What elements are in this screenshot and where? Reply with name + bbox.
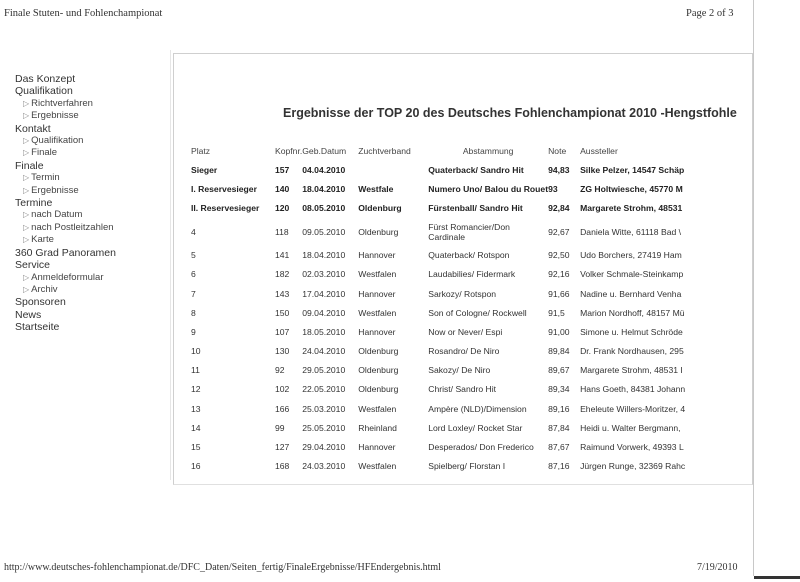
sidebar-item-nach-postleitzahlen[interactable] [15, 222, 165, 234]
cell-abstammung: Laudabilies/ Fidermark [428, 269, 516, 280]
table-row [191, 218, 710, 246]
sidebar-item-startseite[interactable] [15, 321, 165, 333]
cell-geb-datum: 25.03.2010 [302, 403, 346, 414]
cell-note: 92,67 [548, 226, 570, 237]
triangle-right-icon: ▷ [23, 185, 30, 195]
cell-kopfnr: 99 [275, 422, 285, 433]
cell-geb-datum: 04.04.2010 [302, 164, 346, 175]
cell-platz: 13 [191, 403, 201, 414]
cell-aussteller: Margarete Strohm, 48531 [580, 202, 683, 213]
table-row [191, 303, 710, 322]
cell-kopfnr: 143 [275, 288, 290, 299]
triangle-right-icon: ▷ [23, 173, 30, 183]
cell-abstammung: Numero Uno/ Balou du Rouet [428, 183, 549, 194]
sidebar-item-anmeldeformular[interactable] [15, 272, 165, 284]
cell-note: 89,84 [548, 346, 570, 357]
triangle-right-icon: ▷ [23, 235, 30, 245]
table-row [191, 380, 710, 399]
table-row [191, 457, 710, 476]
cell-zuchtverband: Hannover [358, 442, 396, 453]
table-row [191, 284, 710, 303]
results-title: Ergebnisse der TOP 20 des Deutsches Fohlenchampionat 2010 -Hengstfohle [283, 106, 737, 120]
cell-kopfnr: 141 [275, 250, 290, 261]
cell-geb-datum: 29.05.2010 [302, 365, 346, 376]
cell-platz: 9 [191, 326, 196, 337]
sidebar-divider [170, 50, 171, 480]
sidebar-item-das-konzept[interactable] [15, 73, 165, 85]
sidebar-item-label: Termin [31, 172, 60, 184]
cell-kopfnr: 168 [275, 461, 290, 472]
cell-zuchtverband: Rheinland [358, 422, 397, 433]
sidebar-item-label: Service [15, 259, 51, 272]
cell-zuchtverband: Hannover [358, 326, 396, 337]
cell-note: 89,16 [548, 403, 570, 414]
cell-platz: Sieger [191, 164, 218, 175]
sidebar-item-sponsoren[interactable] [15, 296, 165, 308]
table-row [191, 342, 710, 361]
sidebar-item-label: Karte [31, 234, 54, 246]
cell-kopfnr: 166 [275, 403, 290, 414]
cell-abstammung: Desperados/ Don Frederico [428, 442, 534, 453]
sidebar-item-label: Anmeldeformular [31, 271, 104, 283]
sidebar-item-karte[interactable] [15, 234, 165, 246]
col-header-note: Note [548, 146, 567, 156]
table-header-row [191, 142, 710, 160]
cell-platz: 10 [191, 346, 201, 357]
cell-aussteller: Marion Nordhoff, 48157 Mü [580, 307, 685, 318]
cell-abstammung [428, 218, 548, 246]
table-row [191, 246, 710, 265]
cell-aussteller: Hans Goeth, 84381 Johann [580, 384, 686, 395]
sidebar-item-archiv[interactable] [15, 284, 165, 296]
table-row [191, 265, 710, 284]
cell-note: 91,00 [548, 326, 570, 337]
sidebar-item-finale[interactable] [15, 160, 165, 172]
cell-abstammung: Christ/ Sandro Hit [428, 384, 497, 395]
cell-aussteller: Udo Borchers, 27419 Ham [580, 250, 682, 261]
cell-geb-datum: 17.04.2010 [302, 288, 346, 299]
sidebar-item-service[interactable] [15, 259, 165, 271]
cell-abstammung: Sakozy/ De Niro [428, 365, 491, 376]
cell-kopfnr: 182 [275, 269, 290, 280]
cell-note: 87,67 [548, 442, 570, 453]
sidebar-item-qualifikation[interactable] [15, 85, 165, 97]
sidebar-item-label: Startseite [15, 321, 60, 334]
cell-abstammung: Fürstenball/ Sandro Hit [428, 202, 523, 213]
table-row [191, 179, 710, 198]
sidebar-item-label: Qualifikation [15, 85, 73, 98]
triangle-right-icon: ▷ [23, 222, 30, 232]
cell-kopfnr: 118 [275, 226, 289, 237]
page-edge-shadow [754, 576, 800, 579]
cell-note: 93 [548, 183, 558, 194]
cell-platz: II. Reservesieger [191, 202, 260, 213]
cell-platz: 16 [191, 461, 201, 472]
page-indicator: Page 2 of 3 [686, 8, 734, 19]
cell-abstammung: Spielberg/ Florstan I [428, 461, 506, 472]
print-header-title: Finale Stuten- und Fohlenchampionat [4, 8, 163, 19]
cell-zuchtverband: Oldenburg [358, 202, 402, 213]
cell-zuchtverband: Oldenburg [358, 226, 399, 237]
cell-aussteller: ZG Holtwiesche, 45770 M [580, 183, 683, 194]
table-row [191, 361, 710, 380]
triangle-right-icon: ▷ [23, 272, 30, 282]
sidebar-item-nach-datum[interactable] [15, 209, 165, 221]
sidebar-item-label: Ergebnisse [31, 110, 79, 122]
sidebar-item-360-grad-panoramen[interactable] [15, 247, 165, 259]
cell-note: 91,5 [548, 307, 565, 318]
content-frame [173, 53, 753, 485]
cell-abstammung: Ampère (NLD)/Dimension [428, 403, 527, 414]
triangle-right-icon: ▷ [23, 111, 30, 121]
col-header-platz: Platz [191, 146, 211, 156]
cell-zuchtverband: Hannover [358, 288, 396, 299]
sidebar-item-label: Termine [15, 197, 53, 210]
cell-geb-datum: 24.03.2010 [302, 461, 346, 472]
table-row [191, 198, 710, 217]
cell-kopfnr: 127 [275, 442, 290, 453]
cell-zuchtverband: Westfale [358, 183, 394, 194]
cell-platz: 7 [191, 288, 196, 299]
cell-aussteller: Dr. Frank Nordhausen, 295 [580, 346, 684, 357]
sidebar-item-label: Finale [31, 147, 58, 159]
cell-note: 89,67 [548, 365, 570, 376]
sidebar-item-label: Qualifikation [31, 135, 84, 147]
triangle-right-icon: ▷ [23, 210, 30, 220]
cell-aussteller: Simone u. Helmut Schröde [580, 326, 683, 337]
cell-platz: 14 [191, 422, 201, 433]
cell-note: 87,84 [548, 422, 570, 433]
cell-note: 94,83 [548, 164, 570, 175]
print-footer-date: 7/19/2010 [697, 562, 738, 573]
cell-platz: 15 [191, 442, 201, 453]
sidebar-item-label: nach Postleitzahlen [31, 221, 114, 233]
cell-zuchtverband: Hannover [358, 250, 396, 261]
sidebar-item-label: Archiv [31, 283, 58, 295]
cell-geb-datum: 24.04.2010 [302, 346, 346, 357]
cell-kopfnr: 107 [275, 326, 290, 337]
sidebar-item-label: Sponsoren [15, 296, 66, 309]
cell-zuchtverband: Westfalen [358, 269, 397, 280]
triangle-right-icon: ▷ [23, 148, 30, 158]
sidebar-item-label: Finale [15, 159, 44, 172]
cell-aussteller: Daniela Witte, 61118 Bad \ [580, 226, 682, 237]
cell-platz: 11 [191, 365, 200, 376]
cell-zuchtverband: Oldenburg [358, 384, 399, 395]
cell-platz: 6 [191, 269, 196, 280]
cell-aussteller: Raimund Vorwerk, 49393 L [580, 442, 684, 453]
cell-geb-datum: 08.05.2010 [302, 202, 346, 213]
cell-aussteller: Margarete Strohm, 48531 I [580, 365, 683, 376]
cell-platz: I. Reservesieger [191, 183, 257, 194]
cell-geb-datum: 18.04.2010 [302, 183, 346, 194]
cell-zuchtverband [358, 160, 428, 179]
print-footer-url: http://www.deutsches-fohlenchampionat.de/DFC_Daten/Seiten_fertig/FinaleErgebnisse/HFEndergebnis.html [4, 562, 441, 573]
cell-note: 87,16 [548, 461, 570, 472]
cell-aussteller: Volker Schmale-Steinkamp [580, 269, 684, 280]
col-header-geb-datum: Geb.Datum [302, 146, 347, 156]
cell-aussteller: Jürgen Runge, 32369 Rahc [580, 461, 686, 472]
cell-zuchtverband: Westfalen [358, 461, 397, 472]
table-row [191, 160, 710, 179]
cell-zuchtverband: Westfalen [358, 403, 397, 414]
cell-geb-datum: 25.05.2010 [302, 422, 346, 433]
cell-geb-datum: 09.05.2010 [302, 226, 346, 237]
cell-note: 92,50 [548, 250, 570, 261]
cell-geb-datum: 09.04.2010 [302, 307, 346, 318]
cell-geb-datum: 22.05.2010 [302, 384, 346, 395]
cell-note: 89,34 [548, 384, 570, 395]
cell-abstammung: Lord Loxley/ Rocket Star [428, 422, 523, 433]
cell-note: 92,84 [548, 202, 570, 213]
cell-geb-datum: 18.04.2010 [302, 250, 346, 261]
cell-platz: 8 [191, 307, 196, 318]
triangle-right-icon: ▷ [23, 284, 30, 294]
cell-platz: 5 [191, 250, 196, 261]
cell-kopfnr: 92 [275, 365, 285, 376]
cell-platz: 4 [191, 226, 196, 237]
triangle-right-icon: ▷ [23, 98, 30, 108]
cell-zuchtverband: Oldenburg [358, 346, 399, 357]
cell-zuchtverband: Westfalen [358, 307, 397, 318]
sidebar-item-label: nach Datum [31, 209, 83, 221]
cell-kopfnr: 120 [275, 202, 290, 213]
col-header-zuchtverband: Zuchtverband [358, 146, 411, 156]
cell-geb-datum: 29.04.2010 [302, 442, 346, 453]
cell-aussteller: Silke Pelzer, 14547 Schäp [580, 164, 685, 175]
sidebar-item-ergebnisse[interactable] [15, 185, 165, 197]
table-row [191, 418, 710, 437]
cell-kopfnr: 140 [275, 183, 290, 194]
table-row [191, 322, 710, 341]
cell-kopfnr: 157 [275, 164, 290, 175]
col-header-kopfnr: Kopfnr. [275, 146, 303, 156]
cell-abstammung: Quaterback/ Sandro Hit [428, 164, 524, 175]
cell-kopfnr: 130 [275, 346, 290, 357]
cell-kopfnr: 150 [275, 307, 290, 318]
sidebar-item-label: Ergebnisse [31, 184, 79, 196]
table-row [191, 399, 710, 418]
sidebar-item-label: Richtverfahren [31, 97, 93, 109]
sidebar-item-finale[interactable] [15, 147, 165, 159]
sidebar-nav [15, 73, 165, 334]
sidebar-item-kontakt[interactable] [15, 123, 165, 135]
sidebar-item-termin[interactable] [15, 172, 165, 184]
cell-abstammung: Rosandro/ De Niro [428, 346, 500, 357]
cell-abstammung: Son of Cologne/ Rockwell [428, 307, 527, 318]
cell-geb-datum: 02.03.2010 [302, 269, 346, 280]
results-table [191, 142, 710, 476]
sidebar-item-qualifikation[interactable] [15, 135, 165, 147]
cell-abstammung: Sarkozy/ Rotspon [428, 288, 497, 299]
col-header-aussteller: Aussteller [580, 146, 618, 156]
table-row [191, 437, 710, 456]
page-edge-divider [753, 0, 754, 576]
cell-note: 92,16 [548, 269, 570, 280]
sidebar-item-label: News [15, 308, 42, 321]
triangle-right-icon: ▷ [23, 136, 30, 146]
sidebar-item-richtverfahren[interactable] [15, 98, 165, 110]
cell-abstammung: Now or Never/ Espi [428, 326, 503, 337]
sidebar-item-termine[interactable] [15, 197, 165, 209]
cell-zuchtverband: Oldenburg [358, 365, 399, 376]
cell-platz: 12 [191, 384, 201, 395]
col-header-abstammung: Abstammung [462, 146, 514, 156]
abstammung-text: Fürst Romancier/Don Cardinale [428, 221, 510, 242]
cell-kopfnr: 102 [275, 384, 290, 395]
cell-aussteller: Heidi u. Walter Bergmann, [580, 422, 681, 433]
cell-aussteller: Nadine u. Bernhard Venha [580, 288, 682, 299]
sidebar-item-ergebnisse[interactable] [15, 110, 165, 122]
cell-abstammung: Quaterback/ Rotspon [428, 250, 510, 261]
sidebar-item-label: Kontakt [15, 122, 51, 135]
sidebar-item-news[interactable] [15, 309, 165, 321]
cell-note: 91,66 [548, 288, 570, 299]
cell-geb-datum: 18.05.2010 [302, 326, 346, 337]
cell-aussteller: Eheleute Willers-Moritzer, 4 [580, 403, 686, 414]
sidebar-item-label: 360 Grad Panoramen [15, 246, 116, 259]
sidebar-item-label: Das Konzept [15, 73, 76, 85]
